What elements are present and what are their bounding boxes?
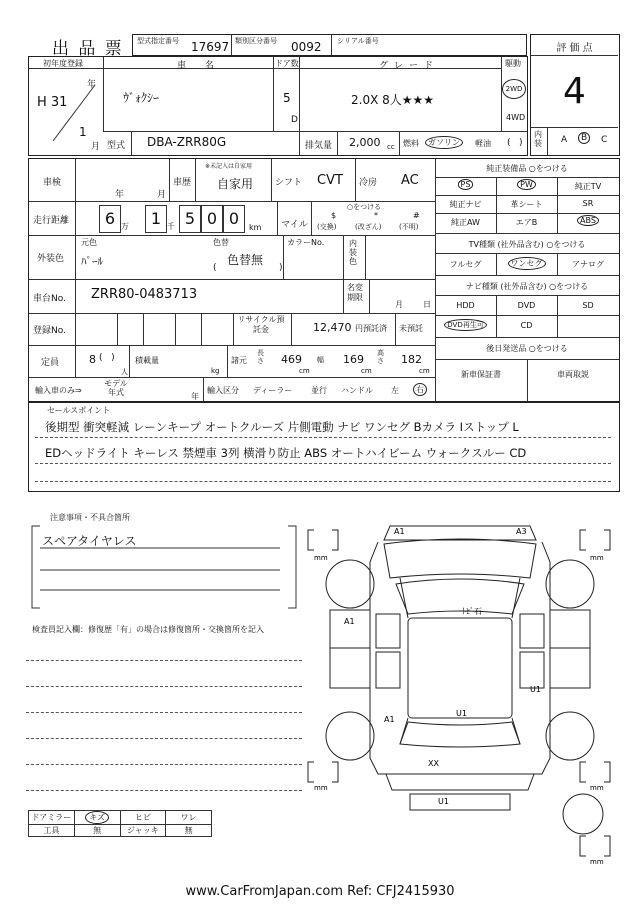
class-no-value: 0092 xyxy=(291,40,322,54)
chassis-month-unit: 月 xyxy=(395,300,403,309)
color-paren-open: ( xyxy=(213,263,217,273)
model-no-value: 17697 xyxy=(191,40,230,54)
length-unit: cm xyxy=(299,367,310,375)
equip-navi: 純正ナビ xyxy=(449,200,482,209)
fuel-diesel: 軽油 xyxy=(475,139,491,148)
class-no-label: 類別区分番号 xyxy=(235,37,277,45)
fuel-paren-open: ( xyxy=(507,138,511,148)
doors-sub: D xyxy=(291,115,298,125)
displacement-label: 排気量 xyxy=(305,141,333,151)
registration-label: 登録No. xyxy=(33,326,66,336)
navi-cd: CD xyxy=(520,321,533,330)
load-unit: kg xyxy=(211,367,220,375)
equip-pw: PW xyxy=(517,179,536,190)
interior-grade-a: A xyxy=(561,135,568,145)
sales-points-line2: EDヘッドライト キーレス 禁煙車 3列 横滑り防止 ABS オートハイビーム ウォークスルー CD xyxy=(45,446,527,460)
shift-value: CVT xyxy=(317,173,343,188)
first-reg-month-unit: 月 xyxy=(91,142,101,152)
length-value: 469 xyxy=(281,353,302,366)
mark-a1-left-door: A1 xyxy=(344,617,355,626)
first-reg-slash xyxy=(49,83,97,143)
mileage-digit: 0 xyxy=(201,205,223,233)
mark-u1-roof-rear: U1 xyxy=(456,709,467,718)
length-label: 長さ xyxy=(257,349,264,365)
color-orig-value: ﾊﾟｰﾙ xyxy=(81,255,103,268)
post-docs-manual: 車両取説 xyxy=(557,370,589,379)
mileage-sen: 千 xyxy=(167,222,175,231)
notes-label: 注意事項・不具合箇所 xyxy=(50,513,130,522)
tv-title: TV種類 (社外品含む) ○をつける xyxy=(468,240,586,249)
inspector-label: 検査員記入欄：修復歴「有」の場合は修復箇所・交換箇所を記入 xyxy=(32,625,264,634)
car-damage-diagram xyxy=(300,518,620,868)
equipment-title: 純正装備品 ○をつける xyxy=(486,164,568,173)
first-reg-month: 1 xyxy=(79,125,87,139)
capacity-unit: 人 xyxy=(121,368,128,376)
color-no-label: カラーNo. xyxy=(287,238,325,247)
doors-label: ドア数 xyxy=(275,59,299,68)
mark-stone-chip: ﾄﾋﾞ石 xyxy=(462,607,482,616)
first-reg-year: H 31 xyxy=(37,95,68,110)
jack-value: 無 xyxy=(166,825,212,837)
mm-label: mm xyxy=(590,554,604,562)
recycle-unpaid: 未預託 xyxy=(399,324,423,333)
color-label: 外装色 xyxy=(37,254,65,264)
equip-ps: PS xyxy=(458,179,474,190)
tools-value: 無 xyxy=(74,825,120,837)
mm-label: mm xyxy=(590,858,604,866)
color-repaint-value: 色替無 xyxy=(227,253,264,267)
recycle-status: 円預託済 xyxy=(355,324,387,333)
mileage-digits xyxy=(79,205,269,233)
capacity-label: 定員 xyxy=(41,358,60,368)
model-value: DBA-ZRR80G xyxy=(147,135,227,149)
aircon-label: 冷房 xyxy=(359,178,378,188)
dims-label: 諸元 xyxy=(231,356,247,365)
mm-label: mm xyxy=(314,784,328,792)
interior-color-label: 内装色 xyxy=(349,239,357,266)
serial-label: シリアル番号 xyxy=(337,37,379,45)
notes-area xyxy=(28,510,300,610)
height-unit: cm xyxy=(419,367,430,375)
mark-a1-front-left: A1 xyxy=(394,527,405,536)
import-parallel: 並行 xyxy=(311,386,327,395)
model-label: 型式 xyxy=(107,141,126,151)
sales-points-label: セールスポイント xyxy=(47,406,111,415)
equipment-panel xyxy=(435,159,619,401)
capacity-paren: ( ) xyxy=(99,353,115,363)
mark-u1-right-rear: U1 xyxy=(530,685,541,694)
equip-leather: 革シート xyxy=(510,200,543,209)
model-no-label: 型式指定番号 xyxy=(137,37,179,45)
mileage-mile: マイル xyxy=(281,220,308,230)
mark-a1-left-rear: A1 xyxy=(384,715,395,724)
equip-tv: 純正TV xyxy=(574,182,602,191)
mileage-opt-tampered: * xyxy=(374,211,378,220)
load-label: 積載量 xyxy=(135,356,159,365)
fuel-paren-close: ) xyxy=(519,138,523,148)
inspection-year-unit: 年 xyxy=(115,190,125,200)
color-paren-close: ) xyxy=(279,263,283,273)
inspection-month-unit: 月 xyxy=(157,190,167,200)
chassis-day-unit: 日 xyxy=(423,300,431,309)
score-value: 4 xyxy=(563,71,586,112)
mm-label: mm xyxy=(314,554,328,562)
mileage-unit: km xyxy=(249,223,262,232)
mirror-scratch: キズ xyxy=(85,811,109,824)
interior-grade-label: 内装 xyxy=(534,130,542,148)
recycle-value: 12,470 xyxy=(313,321,352,334)
doors-value: 5 xyxy=(283,91,291,105)
navi-dvd-play: DVD再生可 xyxy=(444,319,486,331)
chassis-period-label: 名変期限 xyxy=(347,283,363,302)
navi-hdd: HDD xyxy=(456,301,475,310)
width-label: 幅 xyxy=(317,356,324,364)
recycle-label: リサイクル預託金 xyxy=(237,315,285,334)
tools-label: 工具 xyxy=(29,825,75,837)
height-value: 182 xyxy=(401,353,422,366)
fuel-label: 燃料 xyxy=(403,139,419,148)
mileage-digit: 6 xyxy=(99,205,121,233)
post-docs-warranty: 新車保証書 xyxy=(461,370,501,379)
drive-2wd: 2WD xyxy=(502,79,526,99)
interior-grade-b: B xyxy=(578,132,590,144)
equip-aw: 純正AW xyxy=(451,218,480,227)
mileage-digit: 1 xyxy=(145,205,167,233)
equip-abs: ABS xyxy=(577,215,599,226)
mileage-man: 万 xyxy=(121,222,129,231)
car-name-value: ｳﾞｫｸｼｰ xyxy=(123,91,160,105)
mirror-tools-table xyxy=(28,810,212,837)
score-box xyxy=(530,34,620,156)
import-label: 輸入車のみ⇒ xyxy=(35,386,82,395)
import-dealer: ディーラー xyxy=(253,386,293,395)
mileage-opt-unknown: # xyxy=(413,211,420,220)
width-value: 169 xyxy=(343,353,364,366)
sales-points-box xyxy=(28,402,620,492)
mileage-opt-tampered-sub: (改ざん) xyxy=(355,223,382,231)
equip-airbag: エアB xyxy=(515,218,538,227)
sheet-title: 出 品 票 xyxy=(52,39,124,59)
mileage-opt-unknown-sub: (不明) xyxy=(399,223,419,231)
sales-points-line1: 後期型 衝突軽減 レーンキープ オートクルーズ 片側電動 ナビ ワンセグ Bカメラ Iストップ L xyxy=(45,420,519,434)
mileage-label: 走行距離 xyxy=(33,216,70,226)
main-info-block xyxy=(28,158,620,402)
history-value: 自家用 xyxy=(217,177,254,191)
mirror-crack: ヒビ xyxy=(120,811,166,825)
color-orig-label: 元色 xyxy=(81,238,97,247)
mileage-opt-exchange-sub: (交換) xyxy=(317,223,337,231)
score-label: 評 価 点 xyxy=(556,43,593,54)
drive-label: 駆動 xyxy=(505,59,521,68)
mark-a3-front-right: A3 xyxy=(516,527,527,536)
mark-u1-rear-bumper: U1 xyxy=(438,797,449,806)
width-unit: cm xyxy=(361,367,372,375)
history-label: 車歴 xyxy=(173,178,192,188)
interior-grade-row xyxy=(531,127,618,155)
tv-fullseg: フルセグ xyxy=(449,260,482,269)
mirror-label: ドアミラー xyxy=(29,811,75,825)
capacity-value: 8 xyxy=(89,353,96,366)
car-name-label: 車 名 xyxy=(177,61,222,71)
first-reg-year-unit: 年 xyxy=(87,80,97,90)
navi-title: ナビ種類 (社外品含む) ○をつける xyxy=(465,282,589,291)
handle-label: ハンドル xyxy=(341,386,373,395)
aircon-value: AC xyxy=(401,173,419,188)
tv-analog: アナログ xyxy=(572,260,604,269)
handle-right: 右 xyxy=(413,383,427,396)
handle-left: 左 xyxy=(391,386,399,395)
equip-sr: SR xyxy=(582,199,594,208)
header-codes-box xyxy=(132,34,527,56)
chassis-value: ZRR80-0483713 xyxy=(91,287,198,302)
tv-oneseg: ワンセグ xyxy=(508,257,546,270)
mileage-opt-exchange: $ xyxy=(331,211,337,220)
notes-value: スペアタイヤレス xyxy=(42,534,137,548)
vehicle-top-block xyxy=(28,56,528,156)
import-model-year-label: モデル年式 xyxy=(104,379,128,397)
interior-grade-c: C xyxy=(601,135,608,145)
shift-label: シフト xyxy=(275,178,303,188)
history-note: ※未記入は自家用 xyxy=(205,163,253,170)
chassis-label: 車台No. xyxy=(33,294,66,304)
import-class-label: 輸入区分 xyxy=(207,386,239,395)
fuel-gasoline: ガソリン xyxy=(425,136,463,149)
mileage-digit: 5 xyxy=(179,205,201,233)
jack-label: ジャッキ xyxy=(120,825,166,837)
displacement-value: 2,000 xyxy=(349,136,381,149)
inspection-label: 車検 xyxy=(43,178,62,188)
drive-4wd: 4WD xyxy=(506,113,526,122)
color-repaint-label: 色替 xyxy=(213,238,229,247)
post-docs-title: 後日発送品 ○をつける xyxy=(486,344,568,353)
mirror-break: ワレ xyxy=(166,811,212,825)
height-label: 高さ xyxy=(377,349,384,365)
navi-sd: SD xyxy=(582,301,594,310)
grade-label: グレード xyxy=(379,61,440,71)
import-year-unit: 年 xyxy=(191,392,199,401)
footer-ref: www.CarFromJapan.com Ref: CFJ2415930 xyxy=(185,884,455,899)
mm-label: mm xyxy=(590,784,604,792)
displacement-unit: cc xyxy=(387,143,395,151)
navi-dvd: DVD xyxy=(517,301,536,310)
grade-value: 2.0X 8人★★★ xyxy=(351,93,435,107)
mark-xx-rear: XX xyxy=(428,759,439,768)
mileage-digit: 0 xyxy=(223,205,245,233)
first-reg-label: 初年度登録 xyxy=(43,59,83,68)
mileage-circle-note: ○をつける xyxy=(347,203,382,211)
